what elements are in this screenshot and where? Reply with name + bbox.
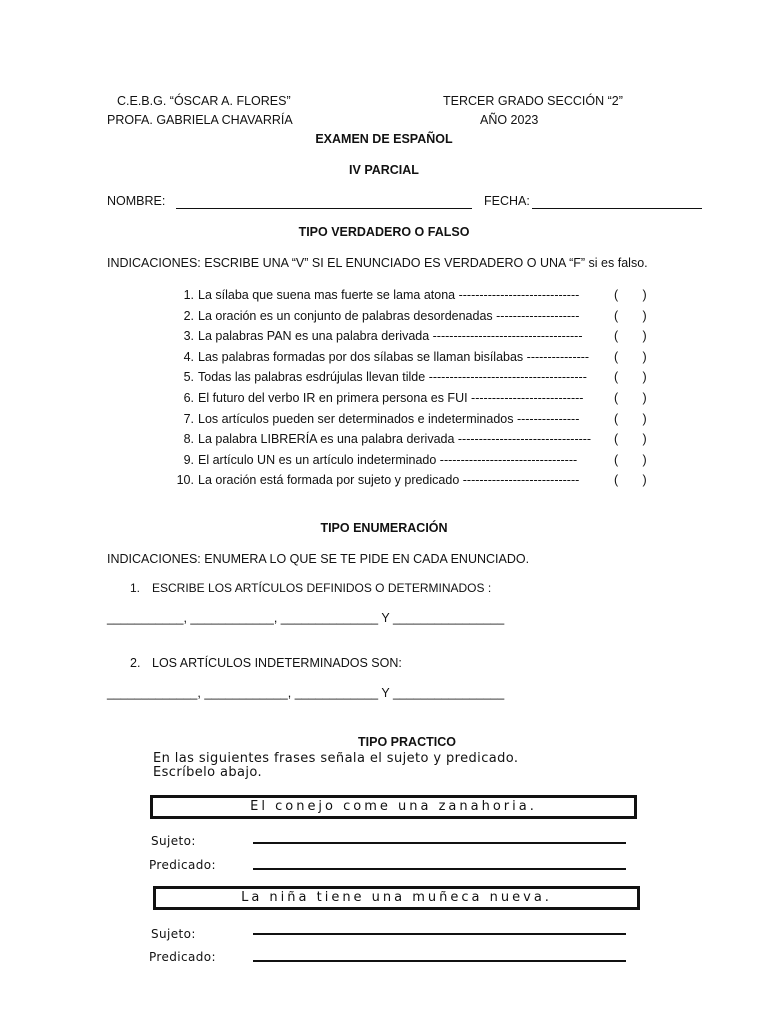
true-false-instructions: INDICACIONES: ESCRIBE UNA “V” SI EL ENUNCIADO ES VERDADERO O UNA “F” si es falso. (107, 256, 648, 270)
item-statement: Las palabras formadas por dos sílabas se llaman bisílabas --------------- (198, 349, 590, 364)
sentence-1-predicate-label: Predicado: (149, 858, 216, 872)
item-number: 2. (183, 308, 194, 323)
item-statement: Los artículos pueden ser determinados e indeterminados --------------- (198, 411, 580, 426)
sentence-1-box: El conejo come una zanahoria. (150, 795, 637, 819)
exam-title: EXAMEN DE ESPAÑOL (315, 132, 453, 146)
answer-blank[interactable]: ( ) (614, 473, 647, 488)
answer-blank[interactable]: ( ) (614, 308, 647, 323)
sentence-2-predicate-label: Predicado: (149, 950, 216, 964)
item-statement: Todas las palabras esdrújulas llevan tilde -------------------------------------- (198, 370, 587, 385)
item-number: 6. (183, 391, 194, 405)
grade-section: TERCER GRADO SECCIÓN “2” (443, 94, 623, 108)
question-1-answer-blanks[interactable]: ___________, ____________, ______________ Y ________________ (107, 611, 505, 625)
item-number: 1. (183, 288, 194, 302)
sentence-2-subject-label: Sujeto: (151, 927, 196, 941)
enumeration-title: TIPO ENUMERACIÓN (320, 521, 448, 535)
sentence-1-subject-line[interactable] (253, 842, 626, 844)
question-2-number: 2. (130, 656, 141, 670)
sentence-1-predicate-line[interactable] (253, 868, 626, 870)
question-1-number: 1. (130, 581, 141, 595)
item-statement: La sílaba que suena mas fuerte se lama atona ----------------------------- (198, 288, 580, 302)
practice-instructions-line-1: En las siguientes frases señala el sujeto y predicado. (153, 751, 519, 766)
true-false-title: TIPO VERDADERO O FALSO (298, 225, 470, 239)
item-statement: La palabras PAN es una palabra derivada ------------------------------------ (198, 329, 583, 344)
true-false-item (174, 285, 664, 305)
enumeration-instructions: INDICACIONES: ENUMERA LO QUE SE TE PIDE EN CADA ENUNCIADO. (107, 552, 530, 566)
true-false-item (174, 409, 664, 429)
answer-blank[interactable]: ( ) (614, 452, 647, 467)
answer-blank[interactable]: ( ) (614, 370, 647, 385)
sentence-2-subject-line[interactable] (253, 933, 626, 935)
item-statement: La oración es un conjunto de palabras desordenadas -------------------- (198, 308, 580, 323)
practice-title: TIPO PRACTICO (358, 735, 456, 749)
date-label: FECHA: (484, 194, 530, 208)
partial-title: IV PARCIAL (349, 163, 419, 177)
sentence-1-subject-label: Sujeto: (151, 834, 196, 848)
name-label: NOMBRE: (107, 194, 166, 208)
answer-blank[interactable]: ( ) (614, 391, 647, 405)
answer-blank[interactable]: ( ) (614, 329, 647, 344)
true-false-item (174, 429, 664, 449)
true-false-item (174, 326, 664, 346)
item-statement: La palabra LIBRERÍA es una palabra derivada -------------------------------- (198, 432, 592, 447)
practice-instructions-line-2: Escríbelo abajo. (153, 765, 263, 780)
true-false-item (174, 347, 664, 367)
item-number: 10. (176, 473, 194, 488)
true-false-item (174, 306, 664, 326)
name-field[interactable] (176, 196, 472, 209)
true-false-item (174, 388, 664, 408)
school-name: C.E.B.G. “ÓSCAR A. FLORES” (117, 94, 291, 108)
true-false-item (174, 470, 664, 490)
item-number: 8. (183, 432, 194, 447)
answer-blank[interactable]: ( ) (614, 349, 647, 364)
true-false-item (174, 450, 664, 470)
item-statement: El artículo UN es un artículo indeterminado --------------------------------- (198, 452, 578, 467)
teacher-name: PROFA. GABRIELA CHAVARRÍA (107, 113, 293, 127)
item-number: 7. (183, 411, 194, 426)
answer-blank[interactable]: ( ) (614, 288, 647, 302)
sentence-2-predicate-line[interactable] (253, 960, 626, 962)
question-2-text: LOS ARTÍCULOS INDETERMINADOS SON: (152, 656, 402, 670)
exam-year: AÑO 2023 (480, 113, 539, 127)
date-field[interactable] (532, 196, 702, 209)
item-number: 3. (183, 329, 194, 344)
question-1-text: ESCRIBE LOS ARTÍCULOS DEFINIDOS O DETERMINADOS : (152, 581, 492, 595)
answer-blank[interactable]: ( ) (614, 411, 647, 426)
true-false-item (174, 367, 664, 387)
item-number: 9. (183, 452, 194, 467)
item-number: 4. (183, 349, 194, 364)
item-statement: El futuro del verbo IR en primera persona es FUI --------------------------- (198, 391, 584, 405)
question-2-answer-blanks[interactable]: _____________, ____________, ____________ Y ________________ (107, 686, 505, 700)
item-statement: La oración está formada por sujeto y predicado ---------------------------- (198, 473, 580, 488)
item-number: 5. (183, 370, 194, 385)
answer-blank[interactable]: ( ) (614, 432, 647, 447)
sentence-2-box: La niña tiene una muñeca nueva. (153, 886, 640, 910)
